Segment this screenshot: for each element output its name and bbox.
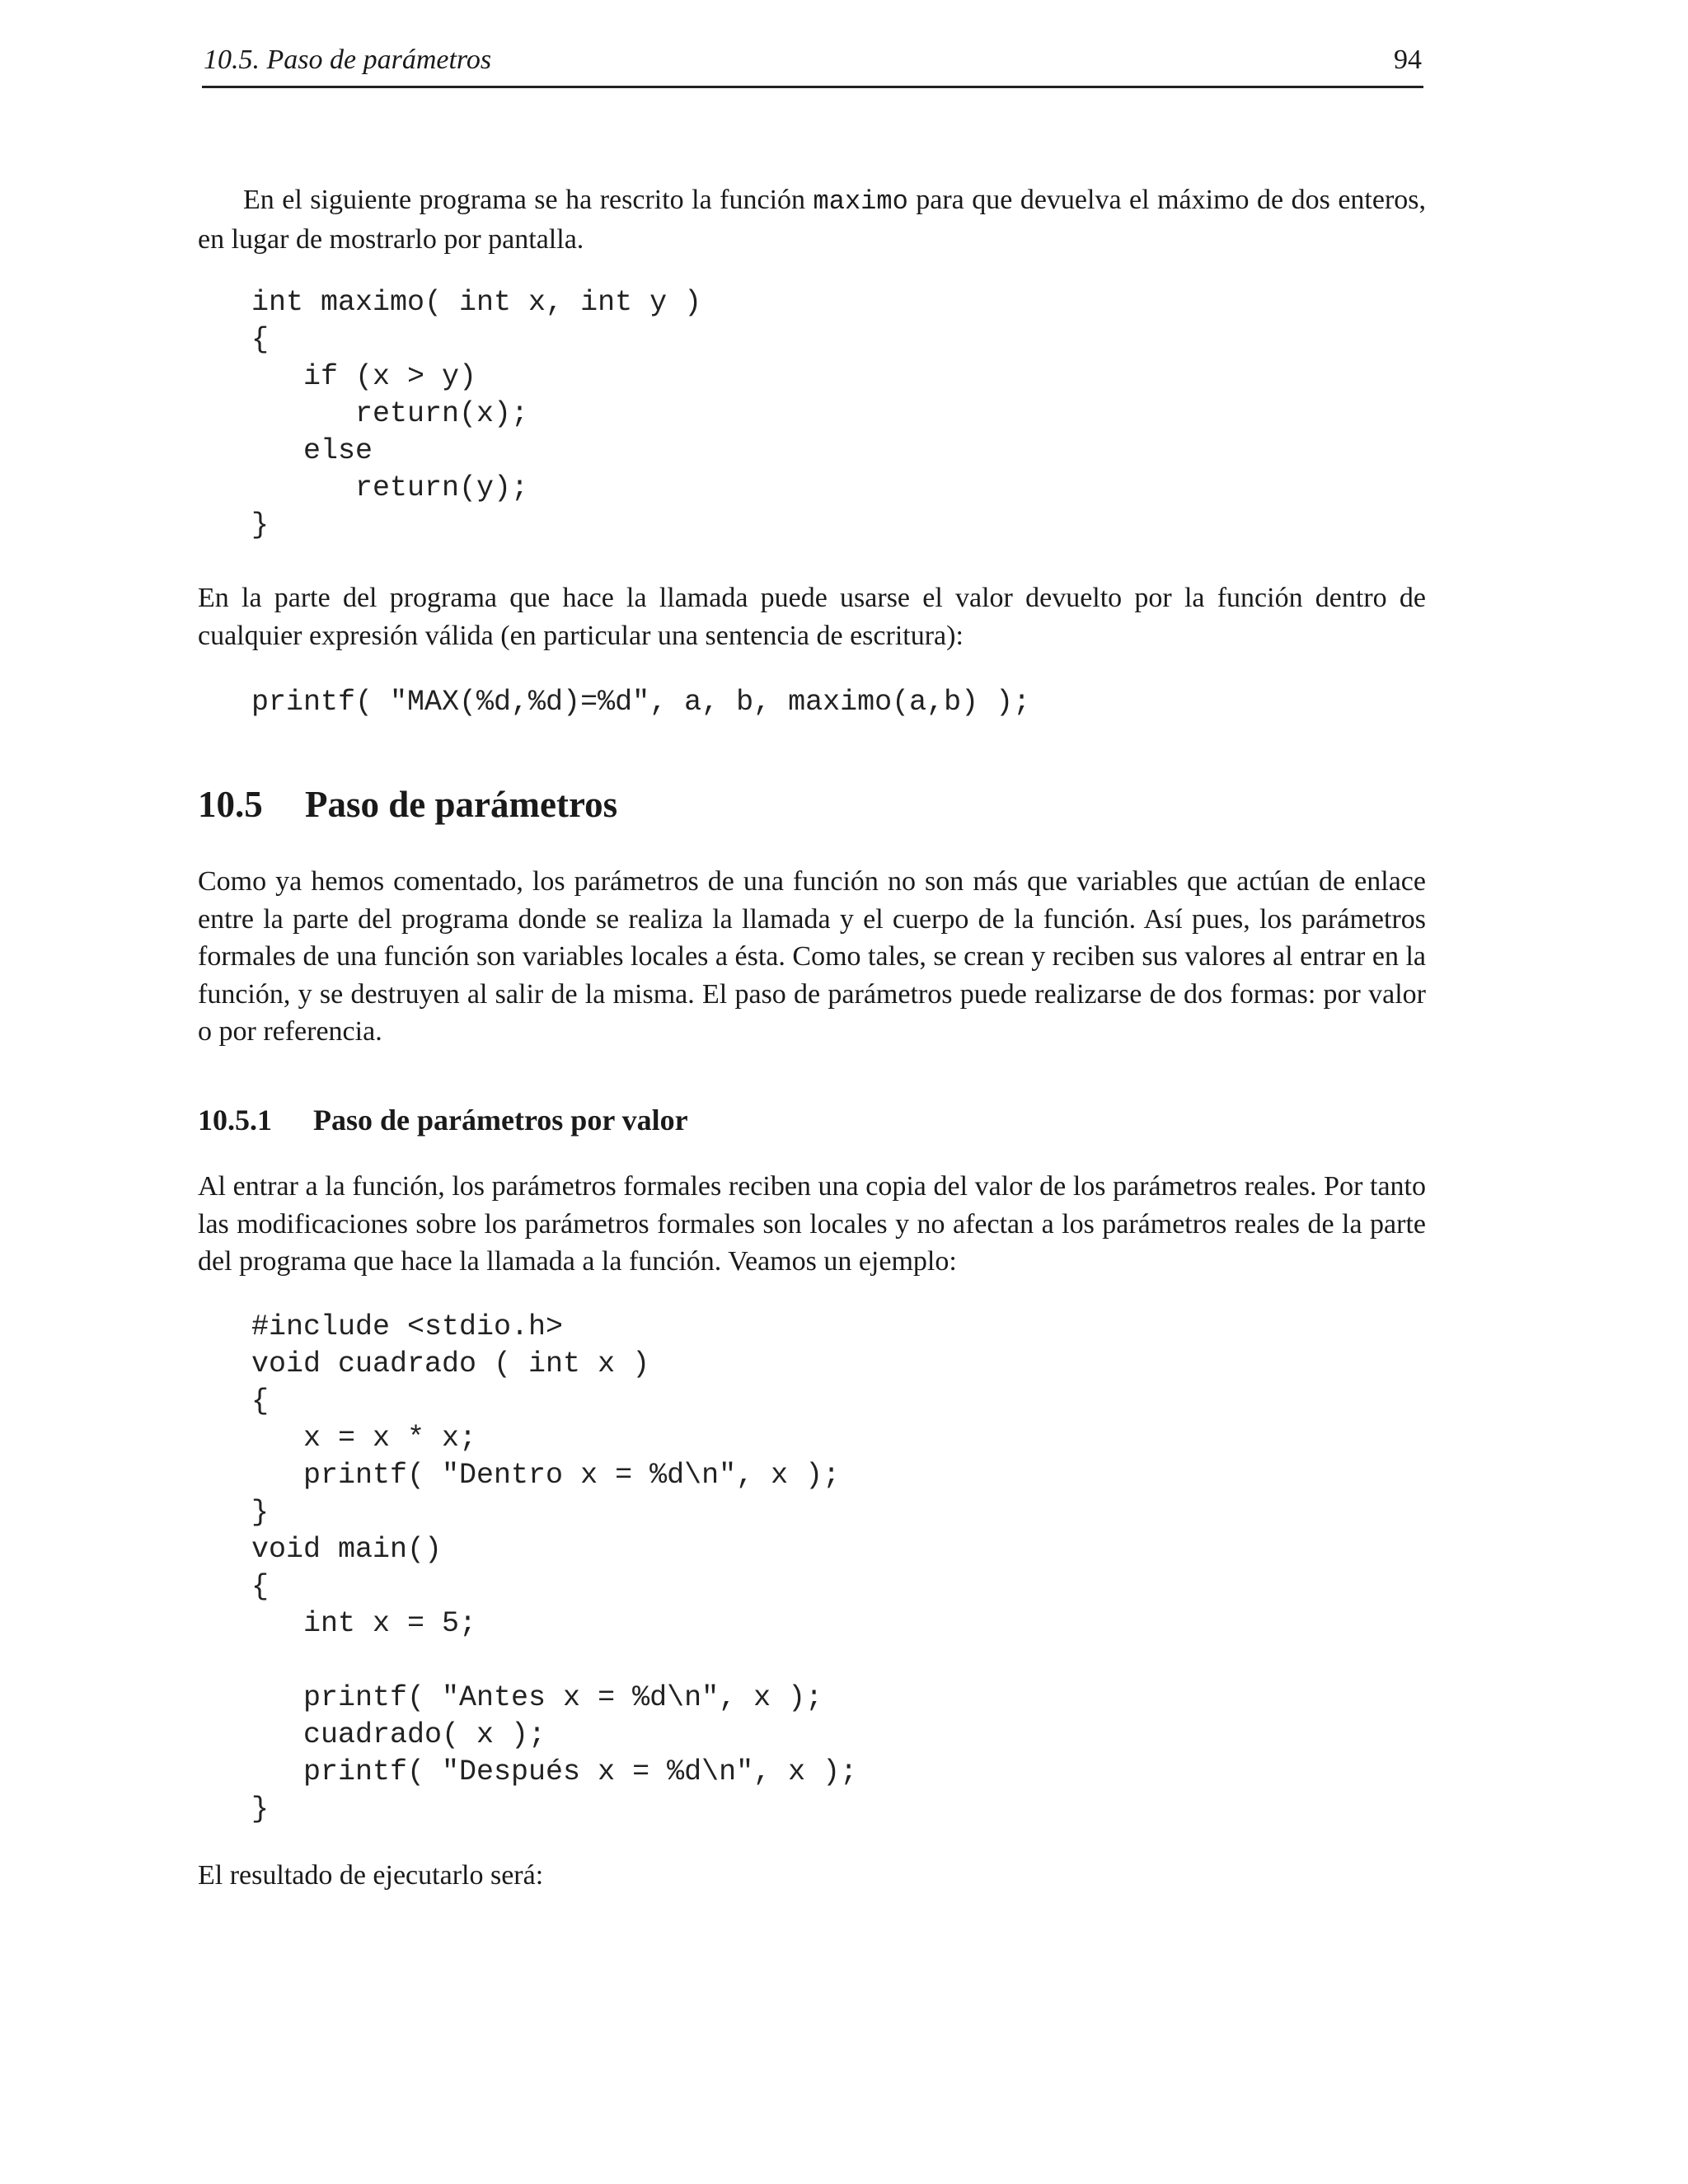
result-paragraph: El resultado de ejecutarlo será:: [198, 1860, 544, 1891]
code-line: return(x);: [251, 397, 529, 430]
call-paragraph: En la parte del programa que hace la llamada puede usarse el valor devuelto por la función dentro de cualquier expresión válida (en particular una sentencia de escritura):: [198, 583, 1426, 651]
code-line: printf( "MAX(%d,%d)=%d", a, b, maximo(a,b) );: [251, 686, 1031, 719]
subsection-number: 10.5.1: [198, 1104, 272, 1137]
code-line: printf( "Después x = %d\n", x );: [251, 1755, 858, 1788]
code-line: int maximo( int x, int y ): [251, 286, 702, 319]
section-paragraph: Como ya hemos comentado, los parámetros de una función no son más que variables que actúan de enlace entre la parte del programa donde se realiza la llamada y el cuerpo de la función. Así pues, los parámetros formales de una función son variables locales a ésta. Como tales, se crean y reciben sus valores al entrar en la función, y se destruyen al salir de la misma. El paso de parámetros puede realizarse de dos formas: por valor o por referencia.: [198, 866, 1426, 1047]
code-line: int x = 5;: [251, 1607, 477, 1640]
code-line: void cuadrado ( int x ): [251, 1347, 650, 1380]
intro-text-after: para que devuelva el máximo de dos enteros, en lugar de mostrarlo por pantalla.: [198, 185, 1426, 255]
section-number: 10.5: [198, 784, 263, 825]
code-line: else: [251, 434, 373, 467]
subsection-heading: [198, 1103, 688, 1137]
intro-paragraph: [198, 181, 1426, 258]
code-line: cuadrado( x );: [251, 1718, 546, 1751]
code-block-printf: [251, 684, 1030, 721]
subsection-paragraph: Al entrar a la función, los parámetros formales reciben una copia del valor de los parámetros reales. Por tanto las modificaciones sobre los parámetros formales son locales y no afectan a los parámetros reales de la parte del programa que hace la llamada a la función. Veamos un ejemplo:: [198, 1171, 1426, 1277]
code-line: return(y);: [251, 471, 529, 504]
code-line: printf( "Antes x = %d\n", x );: [251, 1681, 823, 1714]
page-number: 94: [1394, 45, 1422, 75]
subsection-title: Paso de parámetros por valor: [313, 1104, 688, 1137]
code-line: #include <stdio.h>: [251, 1310, 564, 1343]
code-line: void main(): [251, 1533, 443, 1566]
code-line: {: [251, 323, 270, 356]
code-line: }: [251, 509, 270, 541]
code-block-maximo: [251, 284, 701, 544]
section-heading: [198, 783, 617, 826]
inline-code-maximo: maximo: [813, 186, 908, 217]
code-line: x = x * x;: [251, 1422, 477, 1455]
code-line: {: [251, 1570, 270, 1603]
running-title: 10.5. Paso de parámetros: [204, 45, 492, 75]
code-line: if (x > y): [251, 360, 477, 393]
code-line: }: [251, 1793, 270, 1825]
code-block-cuadrado: [251, 1309, 857, 1828]
code-line: printf( "Dentro x = %d\n", x );: [251, 1459, 841, 1492]
intro-text-before: En el siguiente programa se ha rescrito la función: [243, 185, 814, 215]
section-title: Paso de parámetros: [305, 784, 618, 825]
code-line: }: [251, 1496, 270, 1529]
code-line: {: [251, 1385, 270, 1418]
